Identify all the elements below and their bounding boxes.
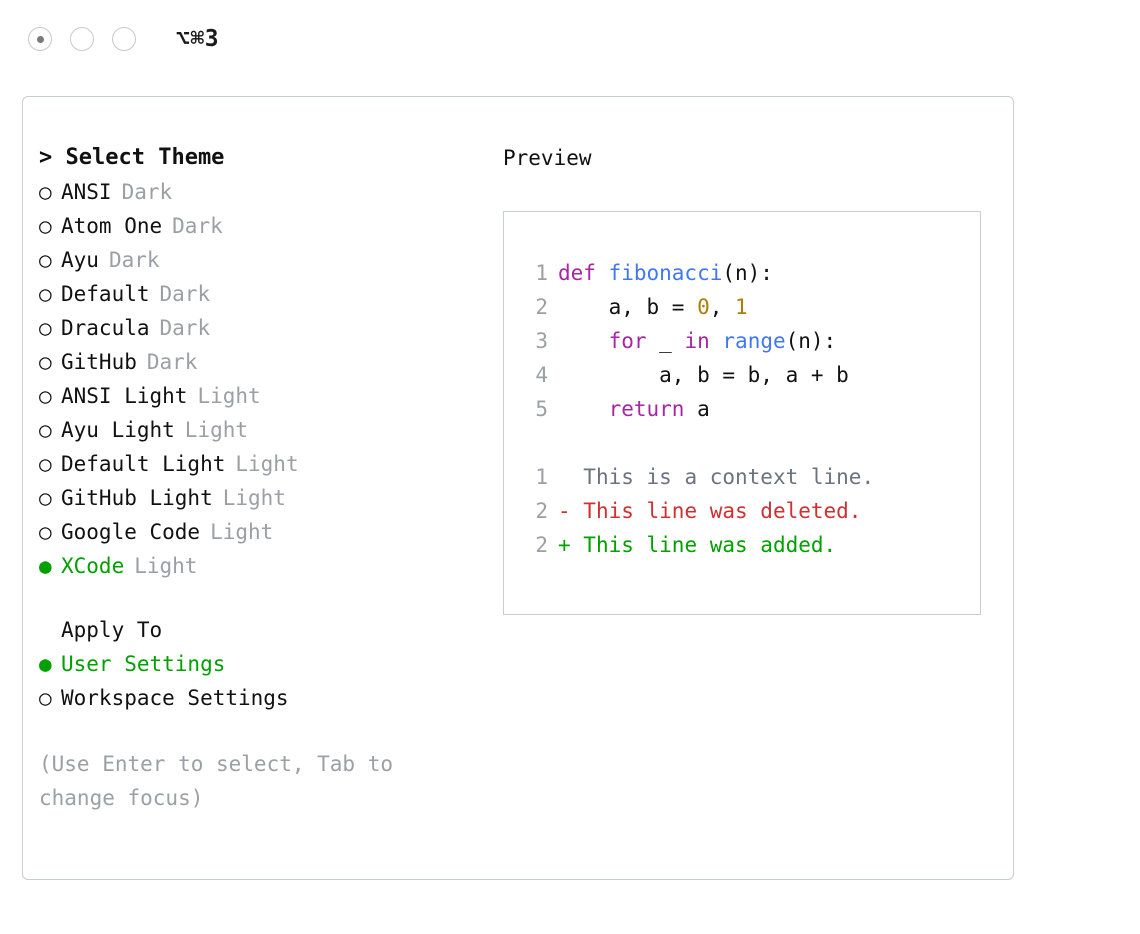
theme-option-label: Atom One	[61, 214, 163, 238]
code-sample	[522, 256, 980, 426]
code-token: a, b =	[558, 295, 698, 319]
title-bar	[0, 0, 1140, 78]
theme-list-column	[23, 141, 483, 815]
code-token: for	[608, 329, 647, 353]
code-token: return	[608, 397, 685, 421]
theme-option[interactable]	[39, 209, 483, 243]
radio-selected-icon: ●	[39, 554, 52, 578]
theme-variant-tag: Dark	[159, 282, 211, 306]
theme-option-label: XCode	[61, 554, 125, 578]
code-token: def	[558, 261, 609, 285]
theme-option[interactable]	[39, 175, 483, 209]
radio-icon: ○	[39, 282, 52, 306]
code-token	[710, 329, 723, 353]
radio-selected-icon: ●	[39, 652, 52, 676]
code-token: a, b = b, a + b	[558, 363, 849, 387]
traffic-light-minimize[interactable]	[70, 27, 94, 51]
theme-variant-tag: Dark	[172, 214, 223, 238]
diff-line	[522, 460, 980, 494]
preview-box	[503, 211, 981, 615]
theme-option[interactable]	[39, 277, 483, 311]
theme-option-label: Default	[61, 282, 150, 306]
traffic-light-maximize[interactable]	[112, 27, 136, 51]
radio-icon: ○	[39, 180, 52, 204]
theme-variant-tag: Dark	[146, 350, 198, 374]
radio-icon: ○	[39, 214, 52, 238]
code-token: ,	[709, 295, 736, 319]
radio-icon: ○	[39, 520, 52, 544]
theme-option-label: ANSI	[61, 180, 112, 204]
theme-variant-tag: Light	[222, 486, 286, 510]
apply-to-option-label: Workspace Settings	[61, 686, 289, 710]
theme-option-label: ANSI Light	[61, 384, 188, 408]
code-token	[558, 397, 609, 421]
preview-column	[483, 141, 1013, 815]
theme-option[interactable]	[39, 345, 483, 379]
theme-option[interactable]	[39, 549, 483, 583]
diff-line	[522, 494, 980, 528]
keyboard-hint: (Use Enter to select, Tab to change focus)	[39, 752, 394, 810]
theme-option-label: Google Code	[61, 520, 201, 544]
apply-to-option[interactable]	[39, 647, 483, 681]
code-line	[522, 324, 980, 358]
theme-option[interactable]	[39, 447, 483, 481]
code-token: (n):	[785, 329, 837, 353]
theme-variant-tag: Light	[210, 520, 274, 544]
theme-option-label: Ayu Light	[61, 418, 175, 442]
radio-icon: ○	[39, 384, 52, 408]
code-token: a	[684, 397, 710, 421]
apply-to-heading: Apply To	[61, 618, 163, 642]
select-theme-heading: > Select Theme	[39, 145, 225, 170]
theme-list[interactable]	[39, 175, 483, 583]
shortcut-label: ⌥⌘3	[176, 26, 220, 52]
theme-option-label: GitHub Light	[61, 486, 213, 510]
radio-icon: ○	[39, 350, 52, 374]
diff-marker	[558, 465, 571, 489]
theme-option[interactable]	[39, 481, 483, 515]
code-line	[522, 256, 980, 290]
theme-picker-panel	[22, 96, 1014, 880]
theme-option-label: GitHub	[61, 350, 137, 374]
theme-option[interactable]	[39, 413, 483, 447]
theme-variant-tag: Dark	[159, 316, 211, 340]
theme-option-label: Ayu	[61, 248, 99, 272]
theme-option[interactable]	[39, 379, 483, 413]
line-number: 2	[535, 533, 548, 557]
radio-icon: ○	[39, 452, 52, 476]
theme-variant-tag: Dark	[108, 248, 160, 272]
diff-sample	[522, 460, 980, 562]
line-number: 5	[535, 397, 548, 421]
code-token: fibonacci	[608, 261, 723, 285]
diff-marker: +	[558, 533, 571, 557]
code-token: 1	[735, 295, 748, 319]
theme-option[interactable]	[39, 515, 483, 549]
apply-to-option[interactable]	[39, 681, 483, 715]
diff-text: This is a context line.	[570, 465, 875, 489]
code-token: (n):	[722, 261, 773, 285]
theme-variant-tag: Light	[184, 418, 249, 442]
code-token: _	[646, 329, 685, 353]
diff-marker: -	[558, 499, 571, 523]
theme-variant-tag: Dark	[121, 180, 173, 204]
theme-option-label: Default Light	[61, 452, 226, 476]
line-number: 1	[535, 465, 548, 489]
diff-text: This line was deleted.	[570, 499, 862, 523]
line-number: 2	[535, 499, 548, 523]
code-token: in	[684, 329, 710, 353]
radio-icon: ○	[39, 248, 52, 272]
code-token: range	[722, 329, 786, 353]
theme-option[interactable]	[39, 243, 483, 277]
radio-icon: ○	[39, 316, 52, 340]
code-token	[558, 329, 609, 353]
line-number: 4	[535, 363, 548, 387]
traffic-light-close[interactable]	[28, 27, 52, 51]
radio-icon: ○	[39, 486, 52, 510]
code-token: 0	[697, 295, 710, 319]
theme-option[interactable]	[39, 311, 483, 345]
code-line	[522, 290, 980, 324]
apply-to-list[interactable]	[39, 647, 483, 715]
code-line	[522, 358, 980, 392]
preview-heading: Preview	[503, 146, 592, 170]
diff-line	[522, 528, 980, 562]
apply-to-option-label: User Settings	[61, 652, 226, 676]
theme-variant-tag: Light	[197, 384, 261, 408]
theme-variant-tag: Light	[235, 452, 299, 476]
theme-option-label: Dracula	[61, 316, 150, 340]
diff-text: This line was added.	[570, 533, 837, 557]
theme-variant-tag: Light	[134, 554, 198, 578]
radio-icon: ○	[39, 418, 52, 442]
line-number: 2	[535, 295, 548, 319]
code-line	[522, 392, 980, 426]
radio-icon: ○	[39, 686, 52, 710]
line-number: 3	[535, 329, 548, 353]
line-number: 1	[535, 261, 548, 285]
